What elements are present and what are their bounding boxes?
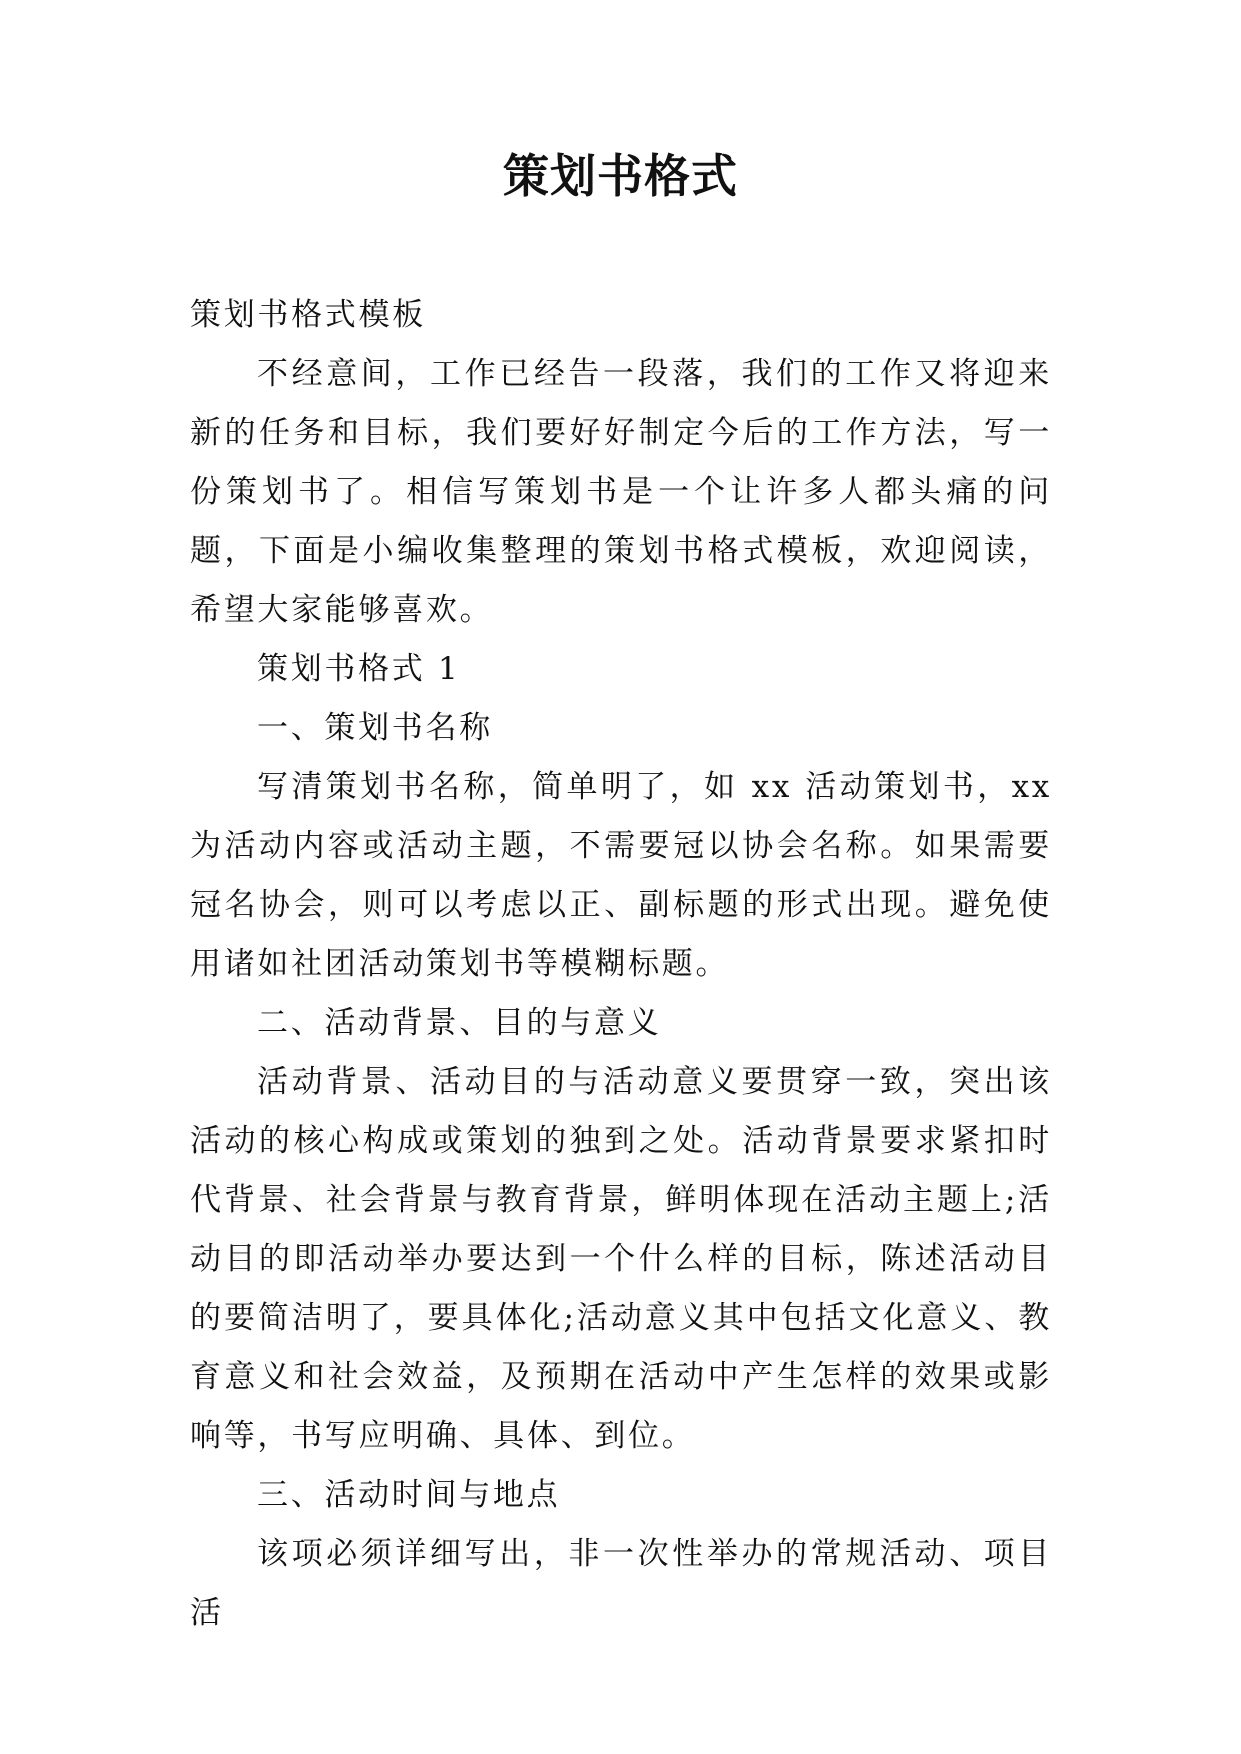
document-title: 策划书格式 <box>503 149 738 203</box>
intro-paragraph: 不经意间，工作已经告一段落，我们的工作又将迎来新的任务和目标，我们要好好制定今后的工作方法，写一份策划书了。相信写策划书是一个让许多人都头痛的问题，下面是小编收集整理的策划书格式模板，欢迎阅读，希望大家能够喜欢。 <box>190 356 1052 628</box>
paragraph-background: 活动背景、活动目的与活动意义要贯穿一致，突出该活动的核心构成或策划的独到之处。活动背景要求紧扣时代背景、社会背景与教育背景，鲜明体现在活动主题上;活动目的即活动举办要达到一个什么样的目标，陈述活动目的要简洁明了，要具体化;活动意义其中包括文化意义、教育意义和社会效益，及预期在活动中产生怎样的效果或影响等，书写应明确、具体、到位。 <box>190 1064 1052 1454</box>
section-heading-plan-name: 一、策划书名称 <box>257 710 493 746</box>
paragraph-plan-name: 写清策划书名称，简单明了，如 xx 活动策划书，xx 为活动内容或活动主题，不需要冠以协会名称。如果需要冠名协会，则可以考虑以正、副标题的形式出现。避免使用诸如社团活动策划书等模糊标题。 <box>190 769 1052 982</box>
section-heading-background: 二、活动背景、目的与意义 <box>257 1005 662 1041</box>
paragraph-time-place: 该项必须详细写出，非一次性举办的常规活动、项目活 <box>190 1536 1052 1631</box>
document-subtitle: 策划书格式模板 <box>190 297 426 333</box>
document-body <box>190 286 1052 1643</box>
section-heading-time-place: 三、活动时间与地点 <box>257 1477 561 1513</box>
section-heading-format-1: 策划书格式 1 <box>257 651 461 687</box>
